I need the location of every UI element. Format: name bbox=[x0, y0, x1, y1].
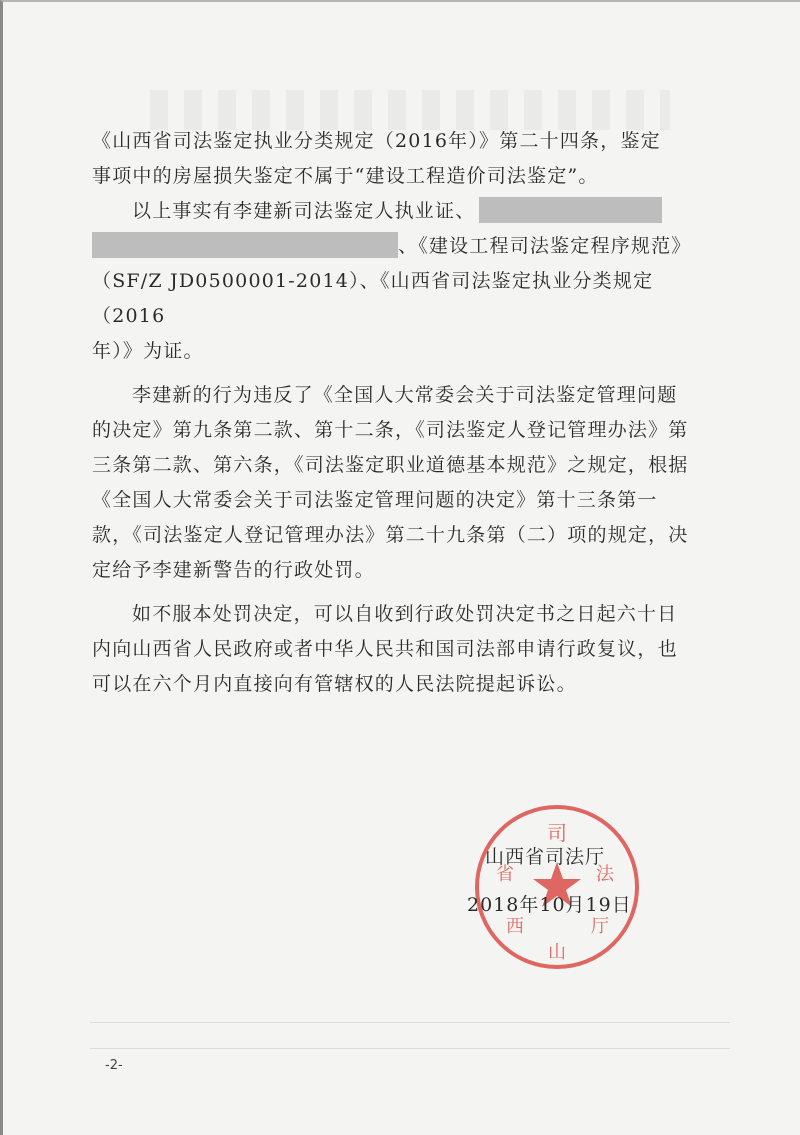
paragraph-2-line-1 bbox=[92, 194, 692, 229]
seal-text: 司 bbox=[547, 821, 567, 845]
svg-text:西: 西 bbox=[506, 916, 524, 937]
bleed-through-line bbox=[90, 1048, 730, 1049]
paragraph-1-line-2: 事项中的房屋损失鉴定不属于“建设工程造价司法鉴定”。 bbox=[92, 165, 599, 187]
evidence-text-cont: 、《建设工程司法鉴定程序规范》 bbox=[398, 235, 692, 257]
paragraph-2-line-2 bbox=[92, 229, 692, 264]
paragraph-4: 如不服本处罚决定，可以自收到行政处罚决定书之日起六十日内向山西省人民政府或者中华人民共和国司法部申请行政复议，也可以在六个月内直接向有管辖权的人民法院提起诉讼。 bbox=[92, 603, 678, 695]
document-body bbox=[92, 124, 692, 702]
paragraph-1-line-1: 《山西省司法鉴定执业分类规定（2016年）》第二十四条，鉴定 bbox=[92, 130, 661, 152]
paragraph-2-line-3: （SF/Z JD0500001-2014）、《山西省司法鉴定执业分类规定（2016 bbox=[92, 270, 654, 327]
svg-text:厅: 厅 bbox=[591, 916, 609, 937]
issuing-organization: 山西省司法厅 bbox=[485, 846, 606, 868]
svg-text:省: 省 bbox=[496, 864, 514, 885]
page-number: -2- bbox=[105, 1058, 123, 1073]
paragraph-2-line-4: 年）》为证。 bbox=[92, 340, 204, 362]
issue-date: 2018年10月19日 bbox=[467, 894, 632, 916]
evidence-text-start: 以上事实有李建新司法鉴定人执业证、 bbox=[132, 200, 476, 222]
svg-text:山: 山 bbox=[548, 942, 566, 963]
svg-text:法: 法 bbox=[596, 864, 614, 885]
bleed-through-line bbox=[90, 1022, 730, 1023]
official-seal bbox=[470, 800, 645, 975]
redaction-block bbox=[92, 232, 398, 258]
redaction-block bbox=[479, 197, 662, 223]
paragraph-3: 李建新的行为违反了《全国人大常委会关于司法鉴定管理问题的决定》第九条第二款、第十二条，《司法鉴定人登记管理办法》第三条第二款、第六条，《司法鉴定职业道德基本规范》之规定，根据《全国人大常委会关于司法鉴定管理问题的决定》第十三条第一款，《司法鉴定人登记管理办法》第二十九条第（二）项的规定，决定给予李建新警告的行政处罚。 bbox=[92, 384, 689, 581]
